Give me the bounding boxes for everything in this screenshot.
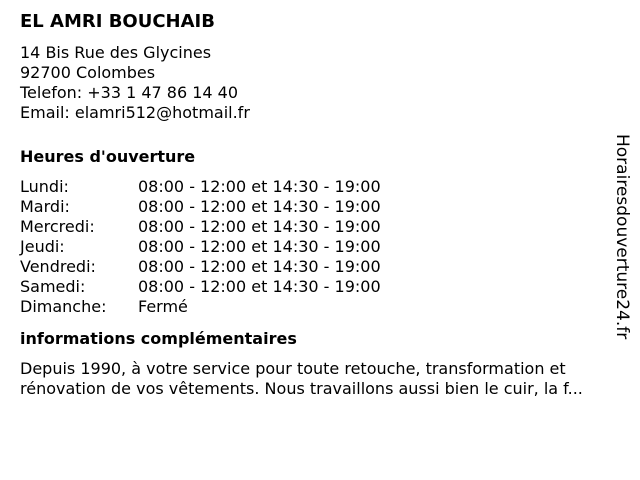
time-range: 08:00 - 12:00 et 14:30 - 19:00 (138, 177, 381, 196)
time-range: 08:00 - 12:00 et 14:30 - 19:00 (138, 277, 381, 296)
hours-row-vendredi (20, 257, 620, 277)
email-address[interactable]: Email: elamri512@hotmail.fr (20, 103, 250, 122)
site-watermark: Horairesdouverture24.fr (612, 134, 632, 340)
time-range: 08:00 - 12:00 et 14:30 - 19:00 (138, 237, 381, 256)
time-range: Fermé (138, 297, 188, 316)
opening-hours-table (20, 177, 620, 317)
info-description (20, 359, 632, 399)
street-address: 14 Bis Rue des Glycines (20, 43, 212, 62)
business-card (20, 10, 620, 399)
hours-row-dimanche (20, 297, 620, 317)
day-label: Mardi: (20, 197, 70, 216)
hours-row-mardi (20, 197, 620, 217)
business-name: EL AMRI BOUCHAIB (20, 11, 215, 32)
info-line: rénovation de vos vêtements. Nous travaillons aussi bien le cuir, la f... (20, 379, 583, 398)
city-postcode: 92700 Colombes (20, 63, 156, 82)
time-range: 08:00 - 12:00 et 14:30 - 19:00 (138, 257, 381, 276)
time-range: 08:00 - 12:00 et 14:30 - 19:00 (138, 197, 381, 216)
hours-row-mercredi (20, 217, 620, 237)
time-range: 08:00 - 12:00 et 14:30 - 19:00 (138, 217, 381, 236)
info-line: Depuis 1990, à votre service pour toute retouche, transformation et (20, 359, 566, 378)
day-label: Mercredi: (20, 217, 95, 236)
phone-number[interactable]: Telefon: +33 1 47 86 14 40 (20, 83, 239, 102)
info-heading: informations complémentaires (20, 329, 297, 348)
day-label: Samedi: (20, 277, 86, 296)
day-label: Jeudi: (20, 237, 65, 256)
contact-block (20, 43, 620, 123)
day-label: Dimanche: (20, 297, 107, 316)
hours-heading: Heures d'ouverture (20, 147, 196, 166)
day-label: Lundi: (20, 177, 69, 196)
hours-row-lundi (20, 177, 620, 197)
hours-row-jeudi (20, 237, 620, 257)
day-label: Vendredi: (20, 257, 96, 276)
hours-row-samedi (20, 277, 620, 297)
